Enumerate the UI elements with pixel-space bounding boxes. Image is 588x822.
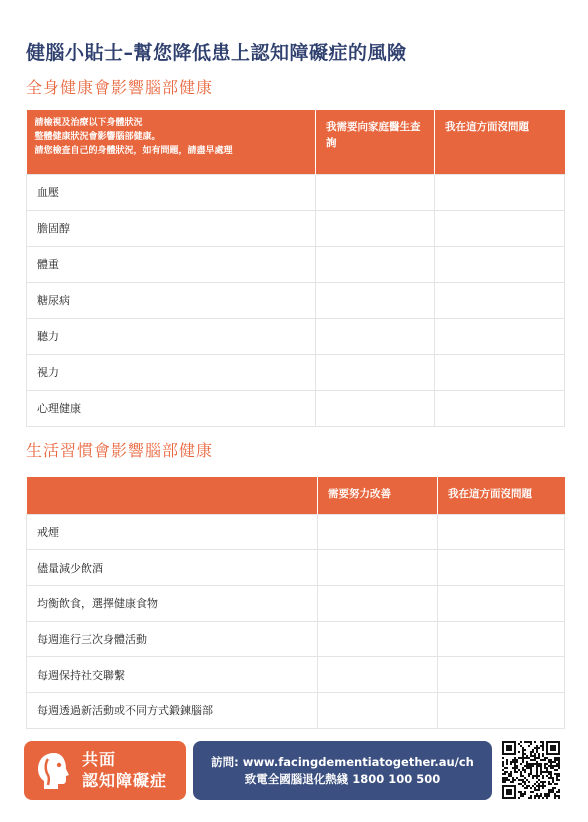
checkbox-cell[interactable]	[316, 282, 435, 318]
checkbox-cell[interactable]	[318, 621, 438, 657]
column-header-ask-gp: 我需要向家庭醫生查詢	[316, 110, 435, 174]
checkbox-cell[interactable]	[435, 246, 565, 282]
row-label: 每週進行三次身體活動	[27, 621, 318, 657]
table-row	[27, 657, 565, 693]
column-header-habits	[27, 477, 318, 514]
contact-info-box	[193, 741, 492, 800]
logo-text	[82, 750, 167, 792]
table-row	[27, 514, 565, 550]
header-line: 整體健康狀況會影響腦部健康。	[34, 131, 161, 142]
checkbox-cell[interactable]	[318, 550, 438, 586]
checkbox-cell[interactable]	[438, 514, 565, 550]
table-header-row	[27, 477, 565, 514]
checkbox-cell[interactable]	[435, 174, 565, 210]
table-row	[27, 692, 565, 728]
header-line: 請檢視及治療以下身體狀況	[34, 118, 143, 128]
page-title: 健腦小貼士–幫您降低患上認知障礙症的風險	[26, 42, 407, 64]
head-profile-logo-icon	[36, 751, 72, 791]
table-row	[27, 318, 565, 354]
column-header-conditions	[27, 110, 316, 174]
checkbox-cell[interactable]	[438, 692, 565, 728]
table-row	[27, 354, 565, 390]
checkbox-cell[interactable]	[435, 390, 565, 426]
row-label: 每週透過新活動或不同方式鍛鍊腦部	[27, 692, 318, 728]
table-row	[27, 174, 565, 210]
checkbox-cell[interactable]	[316, 174, 435, 210]
row-label: 儘量減少飲酒	[27, 550, 318, 586]
checkbox-cell[interactable]	[435, 318, 565, 354]
column-header-no-problem: 我在這方面沒問題	[435, 110, 565, 174]
checkbox-cell[interactable]	[438, 621, 565, 657]
website-link[interactable]: 訪問: www.facingdementiatogether.au/ch	[211, 754, 474, 769]
qr-code-icon[interactable]	[502, 741, 560, 799]
checkbox-cell[interactable]	[438, 585, 565, 621]
row-label: 糖尿病	[27, 282, 316, 318]
checkbox-cell[interactable]	[316, 354, 435, 390]
checkbox-cell[interactable]	[318, 657, 438, 693]
column-header-no-problem: 我在這方面沒問題	[438, 477, 565, 514]
checkbox-cell[interactable]	[438, 657, 565, 693]
checkbox-cell[interactable]	[435, 354, 565, 390]
lifestyle-checklist-table	[26, 477, 565, 729]
row-label: 體重	[27, 246, 316, 282]
row-label: 心理健康	[27, 390, 316, 426]
checkbox-cell[interactable]	[318, 692, 438, 728]
checkbox-cell[interactable]	[318, 585, 438, 621]
table-row	[27, 585, 565, 621]
row-label: 聽力	[27, 318, 316, 354]
table-header-row	[27, 110, 565, 174]
checkbox-cell[interactable]	[318, 514, 438, 550]
header-line: 請您檢查自己的身體狀況，如有問題，請盡早處理	[34, 145, 233, 156]
checkbox-cell[interactable]	[316, 246, 435, 282]
table-row	[27, 621, 565, 657]
checkbox-cell[interactable]	[316, 210, 435, 246]
checkbox-cell[interactable]	[435, 210, 565, 246]
table-row	[27, 210, 565, 246]
table-row	[27, 550, 565, 586]
logo-line-1: 共面	[82, 749, 117, 769]
checkbox-cell[interactable]	[435, 282, 565, 318]
body-health-checklist-table	[26, 110, 565, 427]
row-label: 均衡飲食，選擇健康食物	[27, 585, 318, 621]
row-label: 視力	[27, 354, 316, 390]
column-header-needs-improvement: 需要努力改善	[318, 477, 438, 514]
hotline-text: 致電全國腦退化熱綫 1800 100 500	[244, 771, 441, 786]
table-row	[27, 282, 565, 318]
section-title-whole-body: 全身健康會影響腦部健康	[26, 78, 214, 97]
section-title-lifestyle: 生活習慣會影響腦部健康	[26, 441, 214, 460]
checkbox-cell[interactable]	[316, 390, 435, 426]
checkbox-cell[interactable]	[316, 318, 435, 354]
checkbox-cell[interactable]	[438, 550, 565, 586]
row-label: 血壓	[27, 174, 316, 210]
table-row	[27, 390, 565, 426]
table-row	[27, 246, 565, 282]
row-label: 每週保持社交聯繫	[27, 657, 318, 693]
row-label: 膽固醇	[27, 210, 316, 246]
logo-line-2: 認知障礙症	[82, 770, 168, 790]
facing-dementia-logo	[24, 741, 186, 800]
row-label: 戒煙	[27, 514, 318, 550]
